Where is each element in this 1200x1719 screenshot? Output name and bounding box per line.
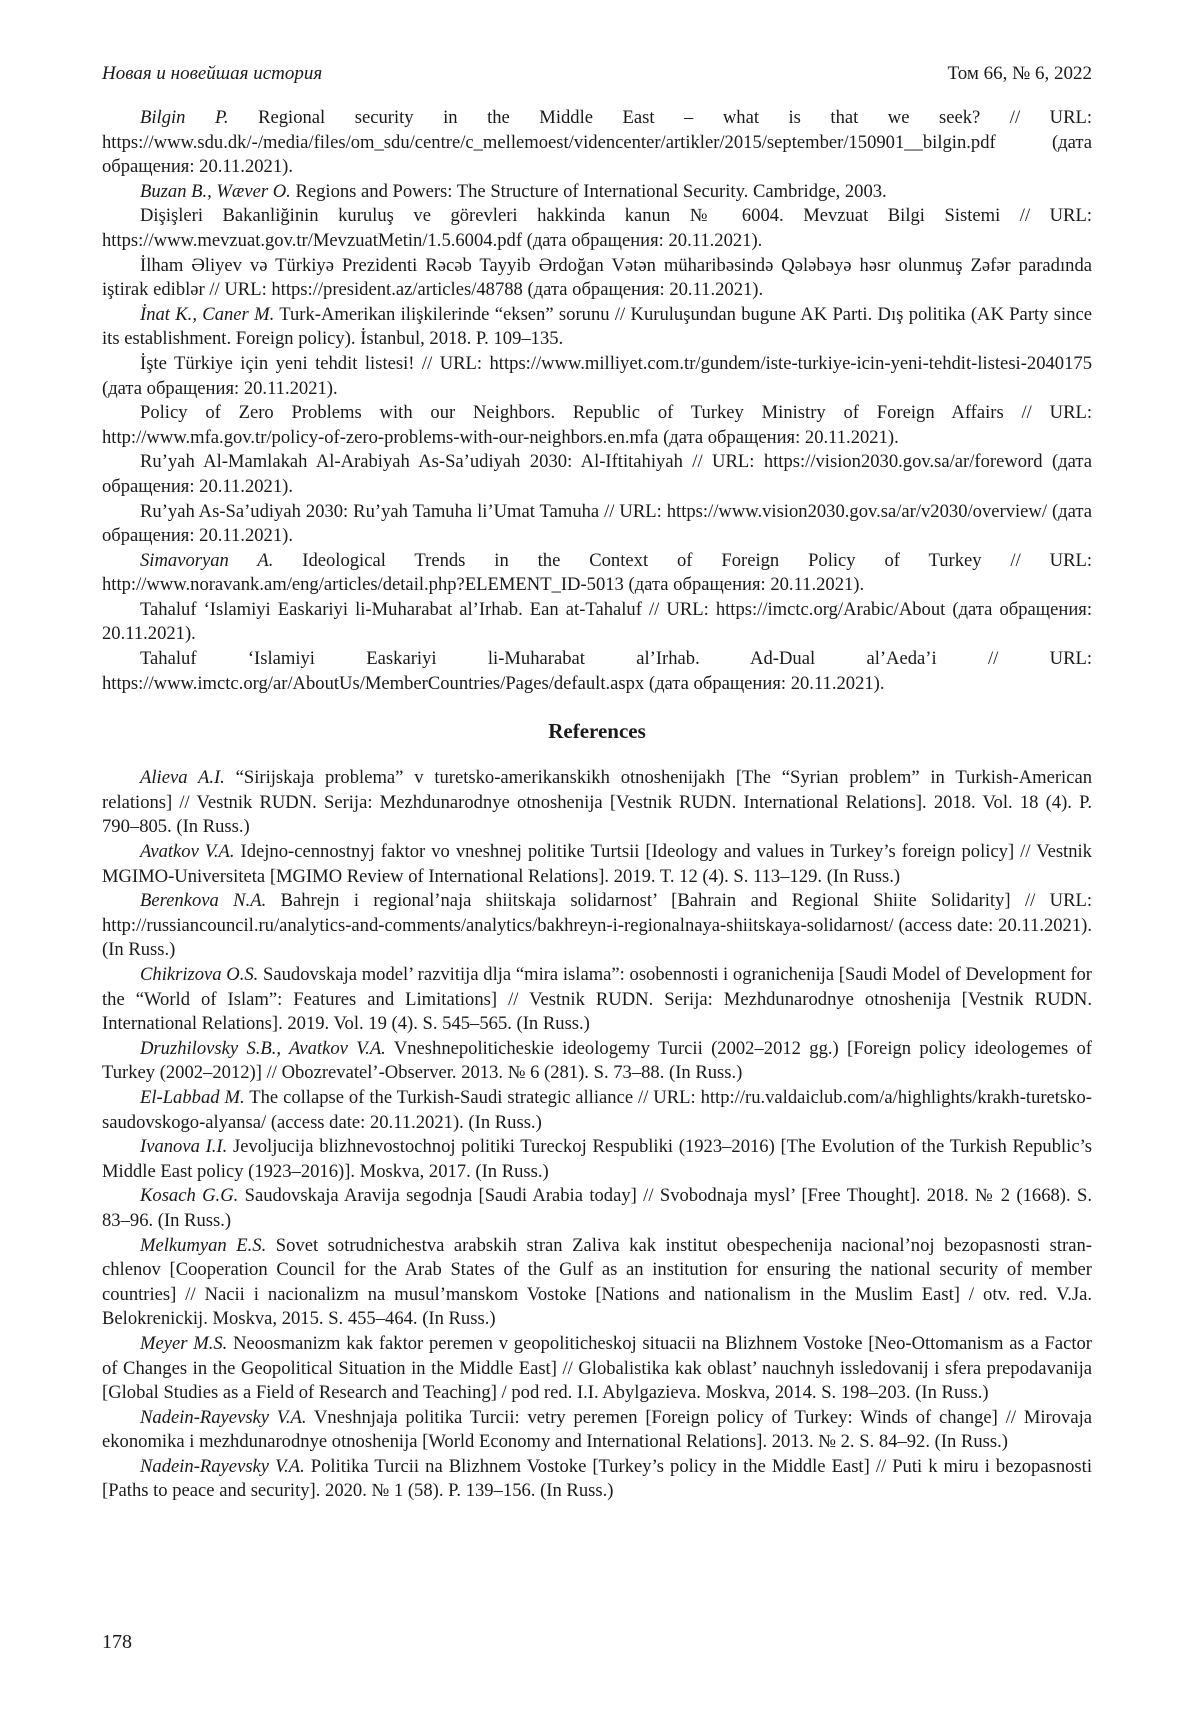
- source-text: İşte Türkiye için yeni tehdit listesi! // URL: https://www.milliyet.com.tr/gundem/iste-turkiye-icin-yeni-tehdit-listesi-2040175 (дата обращения: 20.11.2021).: [102, 353, 1092, 399]
- reference-entry: [102, 1406, 1092, 1455]
- reference-author: Nadein-Rayevsky V.A.: [140, 1407, 307, 1428]
- sources-list: [102, 106, 1092, 696]
- reference-entry: [102, 1184, 1092, 1233]
- reference-text: “Sirijskaja problema” v turetsko-amerikanskikh otnoshenijakh [The “Syrian problem” in Turkish-American relations] // Vestnik RUDN. Serija: Mezhdunarodnye otnoshenija [Vestnik RUDN. International Relations]. 2018. Vol. 18 (4). P. 790–805. (In Russ.): [102, 767, 1092, 837]
- source-text: Turk-Amerikan ilişkilerinde “eksen” sorunu // Kuruluşundan bugune AK Parti. Dış politika (AK Party since its establishment. Foreign policy). İstanbul, 2018. P. 109–135.: [102, 304, 1092, 350]
- source-text: Tahaluf ‘Islamiyi Easkariyi li-Muharabat al’Irhab. Ad-Dual al’Aeda’i // URL: https://www.imctc.org/ar/AboutUs/MemberCountries/Pages/default.aspx (дата обращения: 20.11.2021).: [102, 648, 1092, 694]
- reference-entry: [102, 1332, 1092, 1406]
- source-text: Ideological Trends in the Context of Foreign Policy of Turkey // URL: http://www.noravank.am/eng/articles/detail.php?ELEMENT_ID-5013 (дата обращения: 20.11.2021).: [102, 550, 1092, 596]
- reference-author: El-Labbad M.: [140, 1087, 245, 1108]
- reference-text: Sovet sotrudnichestva arabskih stran Zaliva kak institut obespechenija nacional’noj bezopasnosti stran-chlenov [Cooperation Council for the Arab States of the Gulf as an institution for ensuring the national security of member countries] // Nacii i nacionalizm na musul’manskom Vostoke [Nations and nationalism in the Muslim East] / otv. red. V.Ja. Belokrenickij. Moskva, 2015. S. 455–464. (In Russ.): [102, 1235, 1092, 1330]
- source-text: Regions and Powers: The Structure of International Security. Cambridge, 2003.: [291, 181, 887, 202]
- document-page: [102, 62, 1092, 1504]
- reference-entry: [102, 1135, 1092, 1184]
- reference-entry: [102, 1037, 1092, 1086]
- reference-text: Saudovskaja Aravija segodnja [Saudi Arabia today] // Svobodnaja mysl’ [Free Thought]. 2018. № 2 (1668). S. 83–96. (In Russ.): [102, 1185, 1092, 1231]
- source-entry: [102, 180, 1092, 205]
- source-entry: [102, 254, 1092, 303]
- source-text: Policy of Zero Problems with our Neighbors. Republic of Turkey Ministry of Foreign Affairs // URL: http://www.mfa.gov.tr/policy-of-zero-problems-with-our-neighbors.en.mfa (дата обращения: 20.11.2021).: [102, 402, 1092, 448]
- references-heading: References: [102, 718, 1092, 744]
- journal-title: Новая и новейшая история: [102, 62, 322, 86]
- source-entry: [102, 106, 1092, 180]
- reference-entry: [102, 840, 1092, 889]
- source-entry: [102, 647, 1092, 696]
- reference-author: Kosach G.G.: [140, 1185, 238, 1206]
- source-entry: [102, 352, 1092, 401]
- reference-text: Jevoljucija blizhnevostochnoj politiki Tureckoj Respubliki (1923–2016) [The Evolution of the Turkish Republic’s Middle East policy (1923–2016)]. Moskva, 2017. (In Russ.): [102, 1136, 1092, 1182]
- issue-info: Том 66, № 6, 2022: [948, 62, 1092, 86]
- reference-entry: [102, 1234, 1092, 1332]
- reference-text: Idejno-cennostnyj faktor vo vneshnej politike Turtsii [Ideology and values in Turkey’s foreign policy] // Vestnik MGIMO-Universiteta [MGIMO Review of International Relations]. 2019. T. 12 (4). S. 113–129. (In Russ.): [102, 841, 1092, 887]
- reference-text: Vneshnjaja politika Turcii: vetry peremen [Foreign policy of Turkey: Winds of change] // Mirovaja ekonomika i mezhdunarodnye otnoshenija [World Economy and International Relations]. 2013. № 2. S. 84–92. (In Russ.): [102, 1407, 1092, 1453]
- reference-text: Politika Turcii na Blizhnem Vostoke [Turkey’s policy in the Middle East] // Puti k miru i bezopasnosti [Paths to peace and security]. 2020. № 1 (58). P. 139–156. (In Russ.): [102, 1456, 1092, 1502]
- source-author: Bilgin P.: [140, 107, 229, 128]
- source-entry: [102, 303, 1092, 352]
- reference-entry: [102, 1455, 1092, 1504]
- source-text: Regional security in the Middle East – what is that we seek? // URL: https://www.sdu.dk/-/media/files/om_sdu/centre/c_mellemoest/videncenter/artikler/2015/september/150901__bilgin.pdf (дата обращения: 20.11.2021).: [102, 107, 1092, 177]
- source-text: Tahaluf ‘Islamiyi Easkariyi li-Muharabat al’Irhab. Ean at-Tahaluf // URL: https://imctc.org/Arabic/About (дата обращения: 20.11.2021).: [102, 599, 1092, 645]
- reference-author: Berenkova N.A.: [140, 890, 266, 911]
- source-text: İlham Əliyev və Türkiyə Prezidenti Rəcəb Tayyib Ərdoğan Vətən müharibəsində Qələbəyə həsr olunmuş Zəfər paradında iştirak ediblər // URL: https://president.az/articles/48788 (дата обращения: 20.11.2021).: [102, 255, 1092, 301]
- references-list: [102, 766, 1092, 1504]
- reference-author: Avatkov V.A.: [140, 841, 235, 862]
- reference-text: Neoosmanizm kak faktor peremen v geopoliticheskoj situacii na Blizhnem Vostoke [Neo-Ottomanism as a Factor of Changes in the Geopolitical Situation in the Middle East] // Globalistika kak oblast’ nauchnyh issledovanij i sfera prepodavanija [Global Studies as a Field of Research and Teaching] / pod red. I.I. Abylgazieva. Moskva, 2014. S. 198–203. (In Russ.): [102, 1333, 1092, 1403]
- reference-author: Ivanova I.I.: [140, 1136, 227, 1157]
- reference-entry: [102, 766, 1092, 840]
- source-entry: [102, 500, 1092, 549]
- reference-author: Meyer M.S.: [140, 1333, 227, 1354]
- reference-author: Druzhilovsky S.B., Avatkov V.A.: [140, 1038, 386, 1059]
- reference-entry: [102, 1086, 1092, 1135]
- source-entry: [102, 549, 1092, 598]
- running-header: [102, 62, 1092, 86]
- source-entry: [102, 598, 1092, 647]
- reference-author: Alieva A.I.: [140, 767, 225, 788]
- source-text: Dişişleri Bakanliğinin kuruluş ve görevleri hakkinda kanun № 6004. Mevzuat Bilgi Sistemi // URL: https://www.mevzuat.gov.tr/MevzuatMetin/1.5.6004.pdf (дата обращения: 20.11.2021).: [102, 205, 1092, 251]
- reference-text: Vneshnepoliticheskie ideologemy Turcii (2002–2012 gg.) [Foreign policy ideologemes of Turkey (2002–2012)] // Obozrevatel’-Observer. 2013. № 6 (281). S. 73–88. (In Russ.): [102, 1038, 1092, 1084]
- source-text: Ru’yah As-Sa’udiyah 2030: Ru’yah Tamuha li’Umat Tamuha // URL: https://www.vision2030.gov.sa/ar/v2030/overview/ (дата обращения: 20.11.2021).: [102, 501, 1092, 547]
- reference-text: The collapse of the Turkish-Saudi strategic alliance // URL: http://ru.valdaiclub.com/a/highlights/krakh-turetsko-saudovskogo-alyansa/ (access date: 20.11.2021). (In Russ.): [102, 1087, 1092, 1133]
- reference-entry: [102, 889, 1092, 963]
- reference-text: Bahrejn i regional’naja shiitskaja solidarnost’ [Bahrain and Regional Shiite Solidarity] // URL: http://russiancouncil.ru/analytics-and-comments/analytics/bakhreyn-i-regionalnaya-shiitskaya-solidarnost/ (access date: 20.11.2021). (In Russ.): [102, 890, 1092, 960]
- reference-text: Saudovskaja model’ razvitija dlja “mira islama”: osobennosti i ogranichenija [Saudi Model of Development for the “World of Islam”: Features and Limitations] // Vestnik RUDN. Serija: Mezhdunarodnye otnoshenija [Vestnik RUDN. International Relations]. 2019. Vol. 19 (4). S. 545–565. (In Russ.): [102, 964, 1092, 1034]
- reference-entry: [102, 963, 1092, 1037]
- source-entry: [102, 450, 1092, 499]
- source-entry: [102, 204, 1092, 253]
- page-number: 178: [102, 1630, 132, 1654]
- reference-author: Nadein-Rayevsky V.A.: [140, 1456, 305, 1477]
- source-author: Buzan B., Wæver O.: [140, 181, 291, 202]
- source-author: İnat K., Caner M.: [140, 304, 274, 325]
- reference-author: Melkumyan E.S.: [140, 1235, 266, 1256]
- reference-author: Chikrizova O.S.: [140, 964, 258, 985]
- source-text: Ru’yah Al-Mamlakah Al-Arabiyah As-Sa’udiyah 2030: Al-Iftitahiyah // URL: https://vision2030.gov.sa/ar/foreword (дата обращения: 20.11.2021).: [102, 451, 1092, 497]
- source-entry: [102, 401, 1092, 450]
- source-author: Simavoryan A.: [140, 550, 273, 571]
